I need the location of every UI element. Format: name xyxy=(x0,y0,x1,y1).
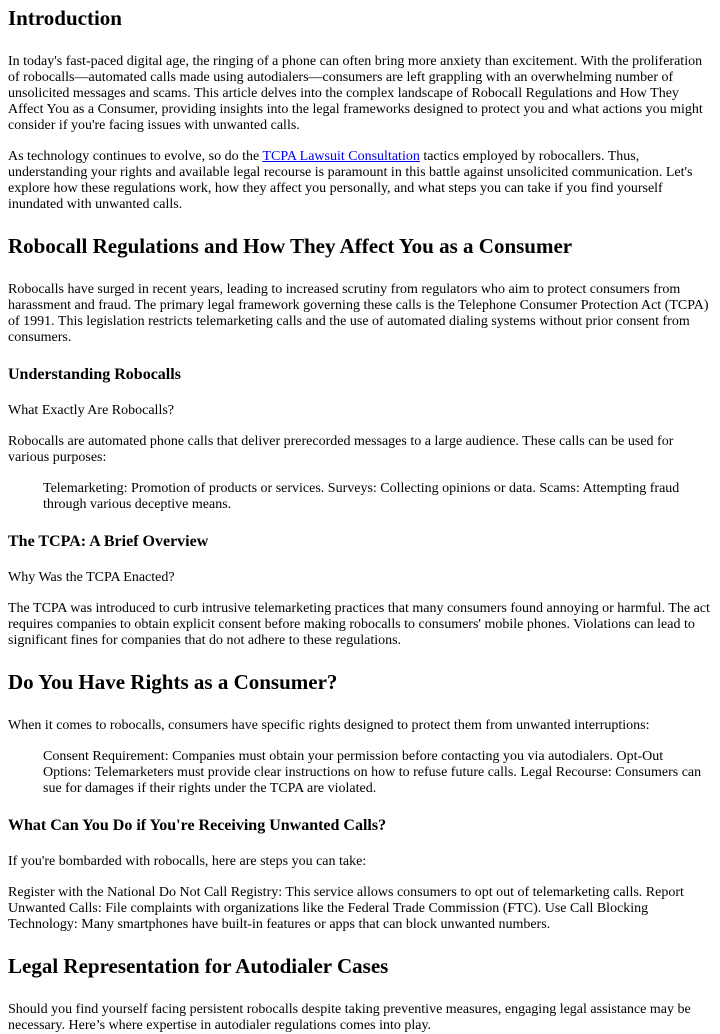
robocall-purposes-quote: Telemarketing: Promotion of products or services. Surveys: Collecting opinions or data. Scams: Attempting fraud through various deceptive means. xyxy=(43,481,680,512)
unwanted-calls-steps-paragraph: Register with the National Do Not Call Registry: This service allows consumers to opt out of telemarketing calls. Report Unwanted Calls: File complaints with organizations like the Federal Trade Commission (FTC). Use Call Blocking Technology: Many smartphones have built-in features or apps that can block unwanted numbers. xyxy=(8,885,684,932)
article xyxy=(0,6,720,1034)
robocalls-definition-paragraph: Robocalls are automated phone calls that deliver prerecorded messages to a large audience. These calls can be used for various purposes: xyxy=(8,434,674,465)
legal-representation-paragraph: Should you find yourself facing persistent robocalls despite taking preventive measures, engaging legal assistance may be necessary. Here’s where expertise in autodialer regulations comes into play. xyxy=(8,1002,691,1033)
tcpa-overview-heading: The TCPA: A Brief Overview xyxy=(8,533,209,550)
understanding-robocalls-heading: Understanding Robocalls xyxy=(8,366,181,383)
unwanted-calls-heading: What Can You Do if You're Receiving Unwanted Calls? xyxy=(8,817,387,834)
consumer-rights-heading: Do You Have Rights as a Consumer? xyxy=(8,670,338,694)
intro-text-after-link: tactics employed by robocallers. Thus, understanding your rights and available legal recourse is paramount in this battle against unsolicited communication. Let's explore how these regulations work, how they affect you personally, and what steps you can take if you find yourself inundated with unwanted calls. xyxy=(8,149,693,212)
intro-paragraph-with-link xyxy=(8,149,712,213)
what-are-robocalls-question: What Exactly Are Robocalls? xyxy=(8,403,174,418)
why-tcpa-enacted-question: Why Was the TCPA Enacted? xyxy=(8,570,175,585)
tcpa-lawsuit-consultation-link[interactable]: TCPA Lawsuit Consultation xyxy=(262,149,420,164)
intro-paragraph: In today's fast-paced digital age, the ringing of a phone can often bring more anxiety than excitement. With the proliferation of robocalls—automated calls made using autodialers—consumers are left grappling with an overwhelming number of unsolicited messages and scams. This article delves into the complex landscape of Robocall Regulations and How They Affect You as a Consumer, providing insights into the legal frameworks designed to protect you and what actions you might consider if you're facing issues with unwanted calls. xyxy=(8,54,703,133)
regulations-heading: Robocall Regulations and How They Affect You as a Consumer xyxy=(8,234,573,258)
introduction-heading: Introduction xyxy=(8,6,122,30)
tcpa-paragraph: The TCPA was introduced to curb intrusive telemarketing practices that many consumers found annoying or harmful. The act requires companies to obtain explicit consent before making robocalls to consumers' mobile phones. Violations can lead to significant fines for companies that do not adhere to these regulations. xyxy=(8,601,710,648)
legal-representation-heading: Legal Representation for Autodialer Cases xyxy=(8,954,389,978)
consumer-rights-quote: Consent Requirement: Companies must obtain your permission before contacting you via autodialers. Opt-Out Options: Telemarketers must provide clear instructions on how to refuse future calls. Legal Recourse: Consumers can sue for damages if their rights under the TCPA are violated. xyxy=(43,749,702,796)
unwanted-calls-intro-paragraph: If you're bombarded with robocalls, here are steps you can take: xyxy=(8,854,367,869)
regulations-paragraph: Robocalls have surged in recent years, leading to increased scrutiny from regulators who aim to protect consumers from harassment and fraud. The primary legal framework governing these calls is the Telephone Consumer Protection Act (TCPA) of 1991. This legislation restricts telemarketing calls and the use of automated dialing systems without prior consent from consumers. xyxy=(8,282,709,345)
intro-text-before-link: As technology continues to evolve, so do the xyxy=(8,149,263,164)
consumer-rights-paragraph: When it comes to robocalls, consumers have specific rights designed to protect them from unwanted interruptions: xyxy=(8,718,650,733)
